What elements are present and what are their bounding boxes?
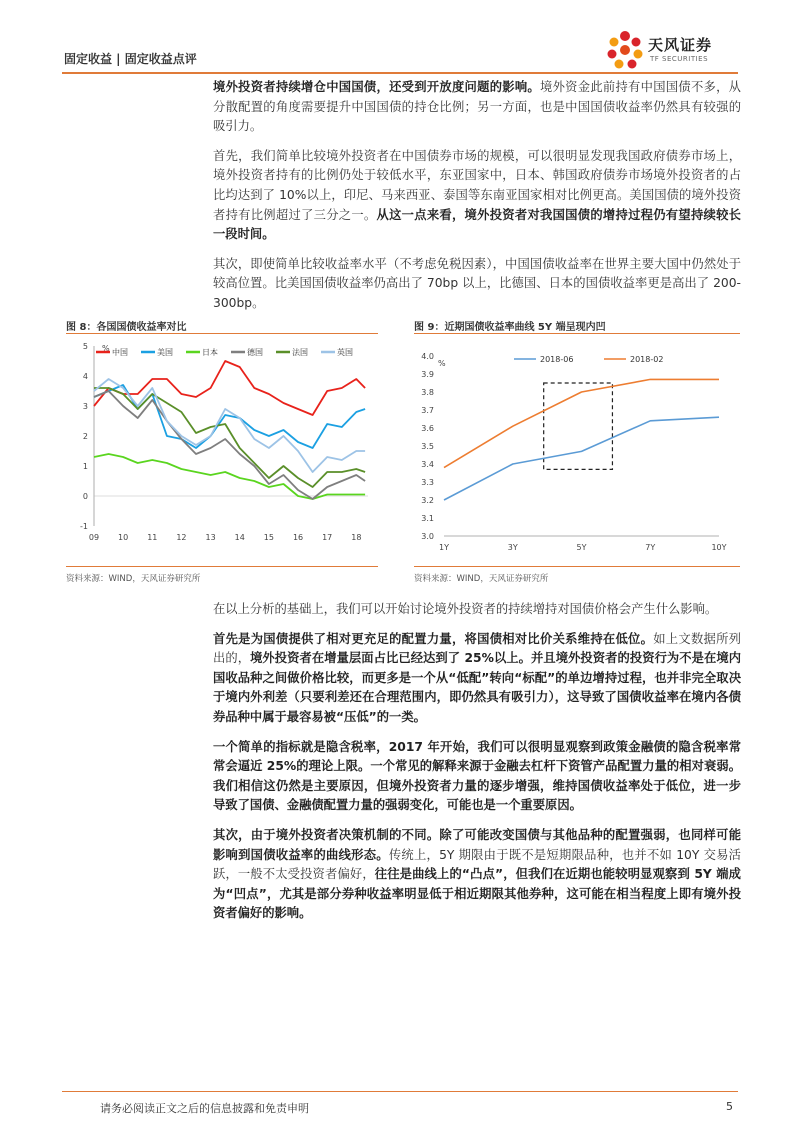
header-rule	[62, 72, 738, 74]
footer-rule	[62, 1091, 738, 1092]
section-label: 固定收益 | 固定收益点评	[64, 52, 197, 66]
p5-body: 如上文数据所列出的，	[213, 631, 741, 666]
paragraph-3: 其次，即使简单比较收益率水平（不考虑免税因素），中国国债收益率在世界主要大国中仍然处于较高位置。比美国国债收益率仍高出了 70bp 以上，比德国、日本的国债收益率更是高出了 200-300bp。	[213, 256, 741, 310]
fig9-y-tick: 3.9	[421, 370, 434, 379]
paragraph-7	[213, 826, 741, 924]
page-header	[62, 36, 738, 74]
fig9-y-tick: 3.2	[421, 496, 434, 505]
fig8-x-tick: 15	[263, 533, 274, 542]
fig8-series-line	[94, 391, 365, 499]
fig9-source: 资料来源：WIND，天风证券研究所	[414, 574, 549, 584]
fig9-x-tick: 10Y	[711, 543, 727, 552]
fig8-y-tick: 5	[82, 342, 88, 351]
p7-lead: 其次，由于境外投资者决策机制的不同。除了可能改变国债与其他品种的配置强弱，也同样可能影响到国债收益率的曲线形态。	[213, 827, 741, 862]
fig8-x-tick: 11	[147, 533, 158, 542]
fig9-y-tick: 3.8	[421, 388, 434, 397]
fig8-unit-label: %	[102, 344, 110, 353]
fig9-y-tick: 3.5	[421, 442, 434, 451]
fig9-x-tick: 7Y	[645, 543, 656, 552]
fig8-legend-label: 中国	[112, 348, 128, 357]
p1-lead: 境外投资者持续增仓中国国债，还受到开放度问题的影响。	[213, 80, 541, 94]
fig9-chart	[414, 336, 740, 566]
page-number: 5	[726, 1100, 733, 1113]
fig8-x-tick: 18	[351, 533, 362, 542]
fig9-x-tick: 1Y	[439, 543, 449, 552]
paragraph-5	[213, 630, 741, 728]
fig9-y-tick: 3.0	[421, 532, 434, 541]
p7-conclusion: 往往是曲线上的“凸点”，但我们在近期也能较明显观察到 5Y 端成为“凹点”，尤其是部分券种收益率明显低于相近期限其他券种，这可能在相当程度上即有境外投资者偏好的影响。	[213, 867, 741, 921]
fig9-bottom-rule	[414, 566, 740, 567]
p2-conclusion: 从这一点来看，境外投资者对我国国债的增持过程仍有望持续较长一段时间。	[213, 207, 741, 242]
fig8-legend-label: 美国	[157, 348, 173, 357]
fig9-y-tick: 3.1	[421, 514, 434, 523]
fig8-y-tick: 4	[82, 372, 88, 381]
p6-body: 一个简单的指标就是隐含税率，2017 年开始，我们可以很明显观察到政策金融债的隐含税率常常会逼近 25%的理论上限。一个常见的解释来源于金融去杠杆下资管产品配置力量的相对衰弱。我们相信这仍然是主要原因，但境外投资者力量的逐步增强，维持国债收益率处于低位，进一步导致了国债、金融债配置力量的强弱变化，可能也是一个重要原因。	[213, 739, 741, 813]
fig8-legend-label: 德国	[247, 348, 263, 357]
company-logo	[604, 28, 734, 72]
fig8-source: 资料来源：WIND，天风证券研究所	[66, 574, 201, 584]
fig9-y-tick: 3.7	[421, 406, 434, 415]
p1-body: 境外资金此前持有中国国债不多，从分散配置的角度需要提升中国国债的持仓比例；另一方面，也是中国国债收益率仍然具有较强的吸引力。	[213, 80, 741, 134]
fig8-series-line	[94, 379, 365, 472]
fig8-chart	[66, 336, 378, 566]
p5-lead: 首先是为国债提供了相对更充足的配置力量，将国债相对比价关系维持在低位。	[213, 631, 654, 646]
fig9-title-rule	[414, 333, 740, 334]
fig9-series-line	[444, 417, 719, 500]
p5-conclusion: 境外投资者在增量层面占比已经达到了 25%以上。并且境外投资者的投资行为不是在境内国收品种之间做价格比较，而更多是一个从“低配”转向“标配”的单边增持过程，也并非完全取决于境内外利差（只要利差还在合理范围内，即仍然具有吸引力），这导致了国债收益率在境内各债券品种中属于最容易被“压低”的一类。	[213, 651, 741, 724]
fig8-legend-label: 日本	[202, 348, 218, 357]
fig8-legend-label: 英国	[337, 348, 353, 357]
fig9-series-line	[444, 379, 719, 467]
fig9-legend-label: 2018-02	[630, 355, 664, 364]
fig8-x-tick: 14	[234, 533, 245, 542]
fig9-y-tick: 3.6	[421, 424, 434, 433]
fig9-legend-label: 2018-06	[540, 355, 574, 364]
paragraph-1	[213, 78, 741, 137]
fig9-x-tick: 5Y	[576, 543, 587, 552]
paragraph-2	[213, 147, 741, 245]
bottom-text-block	[213, 600, 741, 924]
fig8-x-tick: 10	[118, 533, 129, 542]
fig8-x-tick: 17	[322, 533, 333, 542]
fig9-unit-label: %	[438, 359, 446, 368]
fig8-y-tick: 2	[82, 432, 88, 441]
paragraph-6	[213, 738, 741, 816]
fig9-y-tick: 3.4	[421, 460, 434, 469]
fig8-x-tick: 12	[176, 533, 187, 542]
fig8-y-tick: 1	[82, 462, 88, 471]
p7-body: 传统上，5Y 期限由于既不是短期限品种，也并不如 10Y 交易活跃，一般不太受投资者偏好，	[213, 847, 741, 882]
fig8-x-tick: 09	[88, 533, 100, 542]
fig8-bottom-rule	[66, 566, 378, 567]
fig9-title: 图 9：近期国债收益率曲线 5Y 端呈现内凹	[414, 322, 606, 333]
fig8-y-tick: 0	[82, 492, 88, 501]
logo-subtitle: TF SECURITIES	[650, 55, 709, 63]
top-text-block	[213, 78, 741, 314]
fig9-y-tick: 4.0	[421, 352, 434, 361]
fig8-x-tick: 13	[205, 533, 216, 542]
fig8-title-rule	[66, 333, 378, 334]
fig8-title: 图 8：各国国债收益率对比	[66, 322, 187, 333]
logo-name: 天风证券	[648, 36, 713, 54]
logo-flower-icon	[604, 28, 646, 72]
fig8-legend-label: 法国	[292, 348, 308, 357]
fig9-y-tick: 3.3	[421, 478, 434, 487]
fig8-x-tick: 16	[292, 533, 304, 542]
footer-disclaimer: 请务必阅读正文之后的信息披露和免责申明	[100, 1102, 309, 1115]
fig8-y-tick: -1	[80, 522, 88, 531]
paragraph-4: 在以上分析的基础上，我们可以开始讨论境外投资者的持续增持对国债价格会产生什么影响。	[213, 602, 718, 616]
fig8-y-tick: 3	[82, 402, 88, 411]
fig9-x-tick: 3Y	[507, 543, 518, 552]
p2-body: 首先，我们简单比较境外投资者在中国债券市场的规模，可以很明显发现我国政府债券市场上，境外投资者持有的比例仍处于较低水平，东亚国家中，日本、韩国政府债券市场境外投资者的占比均达到了 10%以上，印尼、马来西亚、泰国等东南亚国家相对比例更高。美国国债的境外投资者持有比例超过了三分之一。	[213, 148, 741, 222]
